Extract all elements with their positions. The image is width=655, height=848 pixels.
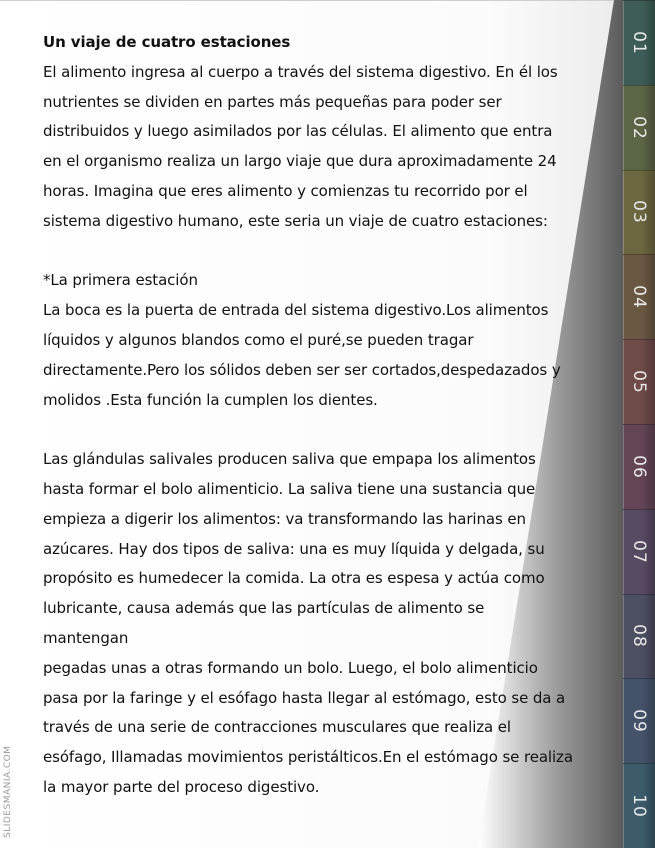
tab-label: 10: [629, 794, 649, 818]
tab-06[interactable]: [623, 424, 655, 509]
text-line: sistema digestivo humano, este seria un viaje de cuatro estaciones:: [43, 211, 548, 230]
tab-label: 04: [629, 285, 649, 310]
text-line: pasa por la faringe y el esófago hasta llegar al estómago, esto se da a: [43, 688, 566, 707]
section-heading: *La primera estación: [43, 271, 198, 290]
paragraph-gap: [43, 415, 573, 445]
text-line: propósito es humedecer la comida. La otra es espesa y actúa como: [43, 569, 545, 588]
watermark-text: SLIDESMANIA.COM: [3, 745, 13, 838]
text-line: esófago, Illamadas movimientos peristálticos.En el estómago se realiza: [43, 748, 573, 767]
tab-label: 06: [629, 455, 649, 479]
tab-07[interactable]: [623, 509, 655, 594]
tab-label: 05: [629, 370, 649, 394]
text-line: lubricante, causa además que las partículas de alimento se mantengan: [43, 599, 485, 647]
intro-paragraph: [43, 58, 573, 237]
text-line: azúcares. Hay dos tipos de saliva: una es muy líquida y delgada, su: [43, 539, 545, 558]
text-line: distribuidos y luego asimilados por las células. El alimento que entra: [43, 122, 553, 141]
text-line: la mayor parte del proceso digestivo.: [43, 777, 320, 796]
text-line: líquidos y algunos blandos como el puré,se pueden tragar: [43, 330, 474, 349]
tab-04[interactable]: [623, 254, 655, 339]
tab-10[interactable]: [623, 763, 655, 848]
text-line: directamente.Pero los sólidos deben ser ser cortados,despedazados y: [43, 360, 561, 379]
paragraph-gap: [43, 237, 573, 267]
tab-03[interactable]: [623, 170, 655, 255]
text-line: en el organismo realiza un largo viaje que dura aproximadamente 24: [43, 152, 557, 171]
tab-label: 07: [629, 539, 649, 564]
text-line: través de una serie de contracciones musculares que realiza el: [43, 718, 511, 737]
text-line: hasta formar el bolo alimenticio. La saliva tiene una sustancia que: [43, 479, 536, 498]
station-paragraph: [43, 296, 573, 415]
document-title: Un viaje de cuatro estaciones: [43, 33, 291, 51]
text-line: pegadas unas a otras formando un bolo. Luego, el bolo alimenticio: [43, 658, 538, 677]
text-line: empieza a digerir los alimentos: va transformando las harinas en: [43, 509, 526, 528]
text-line: La boca es la puerta de entrada del sistema digestivo.Los alimentos: [43, 301, 549, 320]
text-line: nutrientes se dividen en partes más pequeñas para poder ser: [43, 92, 502, 111]
tab-label: 02: [629, 115, 649, 140]
text-line: El alimento ingresa al cuerpo a través del sistema digestivo. En él los: [43, 62, 558, 81]
tab-label: 03: [629, 200, 649, 225]
text-line: molidos .Esta función la cumplen los dientes.: [43, 390, 378, 409]
saliva-paragraph: [43, 445, 573, 803]
tab-02[interactable]: [623, 85, 655, 170]
tab-08[interactable]: [623, 594, 655, 679]
tab-01[interactable]: [623, 0, 655, 85]
tab-label: 08: [629, 624, 649, 649]
section-tabs: [623, 0, 655, 848]
tab-05[interactable]: [623, 339, 655, 424]
text-line: Las glándulas salivales producen saliva que empapa los alimentos: [43, 450, 536, 469]
tab-label: 09: [629, 709, 649, 734]
document-text: [43, 28, 573, 803]
tab-09[interactable]: [623, 678, 655, 763]
text-line: horas. Imagina que eres alimento y comienzas tu recorrido por el: [43, 181, 528, 200]
tab-label: 01: [629, 31, 649, 55]
